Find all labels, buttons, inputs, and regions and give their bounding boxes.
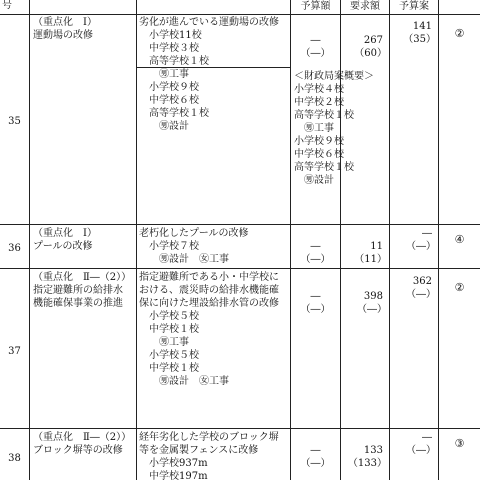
row-35-priority: （重点化 Ⅰ） — [33, 17, 97, 28]
row-35-prev: ― — [310, 35, 321, 46]
row-35-request: 267 — [363, 35, 383, 46]
row-38-request: 133 — [363, 445, 383, 456]
row-38-prev: ― — [310, 445, 321, 456]
row-37-prev: ― — [310, 291, 321, 302]
row-36-number: 36 — [8, 243, 21, 254]
row-36-prev: ― — [310, 241, 321, 252]
row-37-prev-sub: （―） — [300, 304, 331, 315]
row-38-budget-sub: （―） — [406, 445, 436, 456]
row-38-number: 38 — [8, 453, 21, 464]
row-37-budget: 362 — [412, 276, 432, 287]
rule-col-project-right — [136, 0, 137, 480]
row-35-number: 35 — [8, 116, 21, 127]
row-36-rank: ④ — [454, 233, 465, 246]
row-37-rank: ② — [454, 281, 465, 294]
row-36-request: 11 — [370, 241, 383, 252]
rule-row35-bottom — [0, 224, 480, 225]
row-35-budget-sub: （35） — [403, 34, 436, 45]
row-37-request: 398 — [363, 291, 383, 302]
row-38-rank: ③ — [454, 437, 465, 450]
header-prev-budget: 予算額 — [300, 1, 331, 12]
row-35-rank: ② — [454, 27, 465, 40]
row-38-budget: ― — [422, 432, 432, 443]
row-36-priority: （重点化 Ⅰ） — [33, 228, 97, 239]
row-38-request-sub: （133） — [347, 458, 387, 469]
row-35-prev-sub: （―） — [300, 48, 331, 59]
row-35-project: 運動場の改修 — [33, 30, 93, 41]
row-35-budget: 141 — [412, 21, 432, 32]
row-36-project: プールの改修 — [33, 241, 93, 252]
row-38-prev-sub: （―） — [300, 458, 331, 469]
row-38-priority: （重点化 Ⅱ―（2）） — [33, 432, 132, 443]
rule-row36-bottom — [0, 268, 480, 269]
row-37-budget-sub: （―） — [406, 289, 436, 300]
row-37-number: 37 — [8, 346, 21, 357]
row-37-priority: （重点化 Ⅱ―（2）） — [33, 272, 132, 283]
row-36-budget: ― — [422, 228, 432, 239]
rule-row37-bottom — [0, 428, 480, 429]
row-35-request-sub: （60） — [354, 48, 387, 59]
rule-col-no-right — [29, 0, 30, 480]
row-36-prev-sub: （―） — [300, 254, 331, 265]
budget-table-page: 号 予算額 要求額 予算案 35 （重点化 Ⅰ） 運動場の改修 劣化が進んでいる運動場の改修 小学校11校 中学校３校 高等学校１校 ㊚工事 小学校９校 中学校６校 高等学校１校 ㊚設計 ＜財政局案概要＞ 小学校４校 中学校２校 高等学校１校 ㊚工事 小学校９校 中学校６校 高等学校１校 ㊚設計 ― （―） 267 （60） 141 （35） ② 36 （重点化 Ⅰ） プールの改修 老朽化したプールの改修 小学校７校 ㊚設計 ㊛工事 ― （―） 11 （11） ― （―） ④ 37 （重点化 Ⅱ―（2）） 指定避難所の給排水 機能確保事業の推進 指定避難所である小・中学校に おける、震災時の給排水機能確 保に向けた埋設給排水管の改修 小学校５校 中学校１校 ㊚工事 小学校５校 中学校１校 ㊚設計 ㊛工事 ― （―） 398 （―） 362 （―） ② 38 （重点化 Ⅱ―（2）） ブロック塀等の改修 経年劣化した学校のブロック塀 等を金属製フェンスに改修 小学校937m 中学校197m ― （―） 133 （133） ― （―） ③ — [0, 0, 480, 480]
row-36-request-sub: （11） — [354, 254, 387, 265]
header-budget-draft: 予算案 — [399, 1, 429, 12]
header-no-fragment: 号 — [2, 0, 12, 11]
rule-header-bottom — [0, 14, 480, 15]
row-36-budget-sub: （―） — [406, 241, 436, 252]
row-38-project: ブロック塀等の改修 — [33, 445, 123, 456]
header-request: 要求額 — [350, 1, 380, 12]
row-37-request-sub: （―） — [357, 304, 387, 315]
